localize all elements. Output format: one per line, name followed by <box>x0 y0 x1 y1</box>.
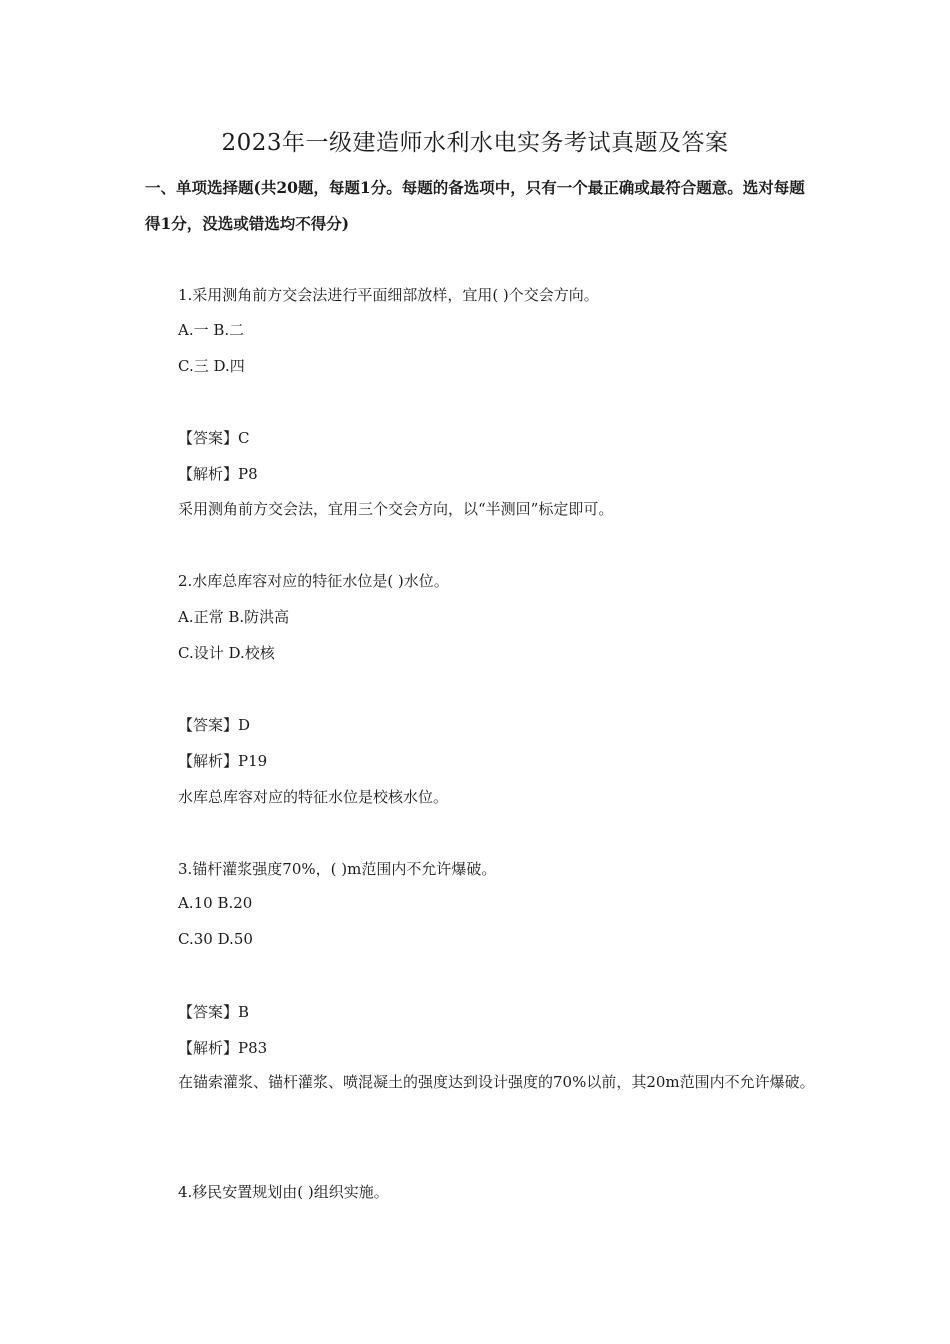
question-3-stem: 3.锚杆灌浆强度70%，( )m范围内不允许爆破。 <box>178 860 497 878</box>
question-1-options-cd: C.三 D.四 <box>178 357 245 375</box>
question-2-options-cd: C.设计 D.校核 <box>178 644 275 662</box>
question-2-analysis-label: 【解析】P19 <box>178 752 268 770</box>
question-1-options-ab: A.一 B.二 <box>178 321 245 339</box>
question-2-analysis-text: 水库总库容对应的特征水位是校核水位。 <box>178 788 449 806</box>
question-1-analysis-text: 采用测角前方交会法，宜用三个交会方向，以“半测回”标定即可。 <box>178 500 614 518</box>
question-1-answer: 【答案】C <box>178 429 250 447</box>
question-3-answer: 【答案】B <box>178 1003 250 1021</box>
question-4-stem: 4.移民安置规划由( )组织实施。 <box>178 1183 389 1201</box>
question-2-stem: 2.水库总库容对应的特征水位是( )水位。 <box>178 572 449 590</box>
question-3-options-ab: A.10 B.20 <box>178 894 253 912</box>
question-3-options-cd: C.30 D.50 <box>178 930 253 948</box>
question-3-analysis-text: 在锚索灌浆、锚杆灌浆、喷混凝土的强度达到设计强度的70%以前，其20m范围内不允许爆破。 <box>178 1073 815 1091</box>
question-1-analysis-label: 【解析】P8 <box>178 465 258 483</box>
document-title: 2023年一级建造师水利水电实务考试真题及答案 <box>221 130 729 156</box>
section-heading: 一、单项选择题(共20题，每题1分。每题的备选项中，只有一个最正确或最符合题意。选对每题得1分，没选或错选均不得分) <box>145 178 805 233</box>
question-1-stem: 1.采用测角前方交会法进行平面细部放样，宜用( )个交会方向。 <box>178 286 599 304</box>
question-2-options-ab: A.正常 B.防洪高 <box>178 608 290 626</box>
question-2-answer: 【答案】D <box>178 716 251 734</box>
question-3-analysis-label: 【解析】P83 <box>178 1039 268 1057</box>
